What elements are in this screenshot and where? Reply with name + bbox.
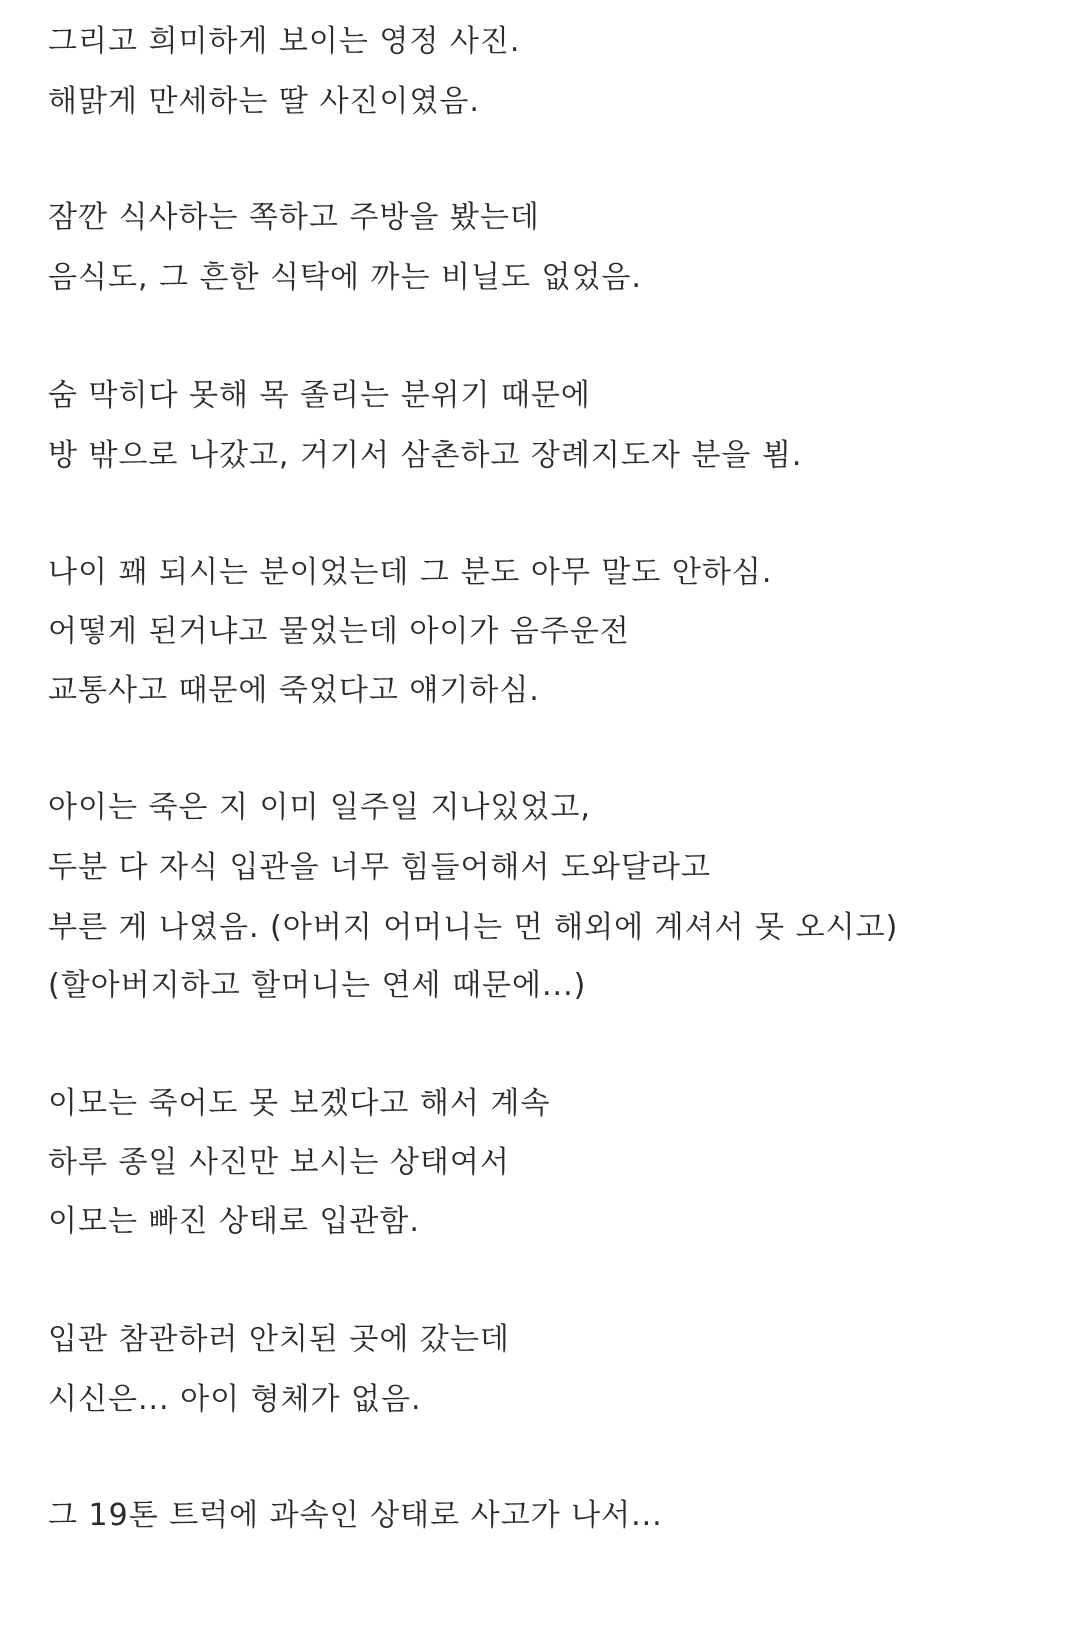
text-line: 숨 막히다 못해 목 졸리는 분위기 때문에	[48, 378, 591, 413]
text-line: 부른 게 나였음. (아버지 어머니는 먼 해외에 계셔서 못 오시고)	[48, 910, 899, 945]
text-line: 방 밖으로 나갔고, 거기서 삼촌하고 장례지도자 분을 뵘.	[48, 438, 803, 473]
text-line: 음식도, 그 흔한 식탁에 까는 비닐도 없었음.	[48, 260, 642, 295]
text-line: 그 19톤 트럭에 과속인 상태로 사고가 나서...	[48, 1498, 663, 1533]
text-line: 그리고 희미하게 보이는 영정 사진.	[48, 24, 521, 59]
text-line: 이모는 죽어도 못 보겠다고 해서 계속	[48, 1086, 551, 1121]
text-line: 잠깐 식사하는 쪽하고 주방을 봤는데	[48, 200, 540, 235]
text-line: 나이 꽤 되시는 분이었는데 그 분도 아무 말도 안하심.	[48, 555, 773, 590]
text-line: 하루 종일 사진만 보시는 상태여서	[48, 1145, 510, 1180]
text-line: 어떻게 된거냐고 물었는데 아이가 음주운전	[48, 614, 630, 649]
text-line: 이모는 빠진 상태로 입관함.	[48, 1204, 420, 1239]
text-line: 교통사고 때문에 죽었다고 얘기하심.	[48, 673, 540, 708]
text-line: (할아버지하고 할머니는 연세 때문에...)	[48, 968, 587, 1003]
text-line: 시신은... 아이 형체가 없음.	[48, 1382, 422, 1417]
text-line: 해맑게 만세하는 딸 사진이였음.	[48, 84, 480, 119]
text-line: 두분 다 자식 입관을 너무 힘들어해서 도와달라고	[48, 850, 711, 885]
text-line: 입관 참관하러 안치된 곳에 갔는데	[48, 1322, 510, 1357]
text-line: 아이는 죽은 지 이미 일주일 지나있었고,	[48, 790, 591, 825]
